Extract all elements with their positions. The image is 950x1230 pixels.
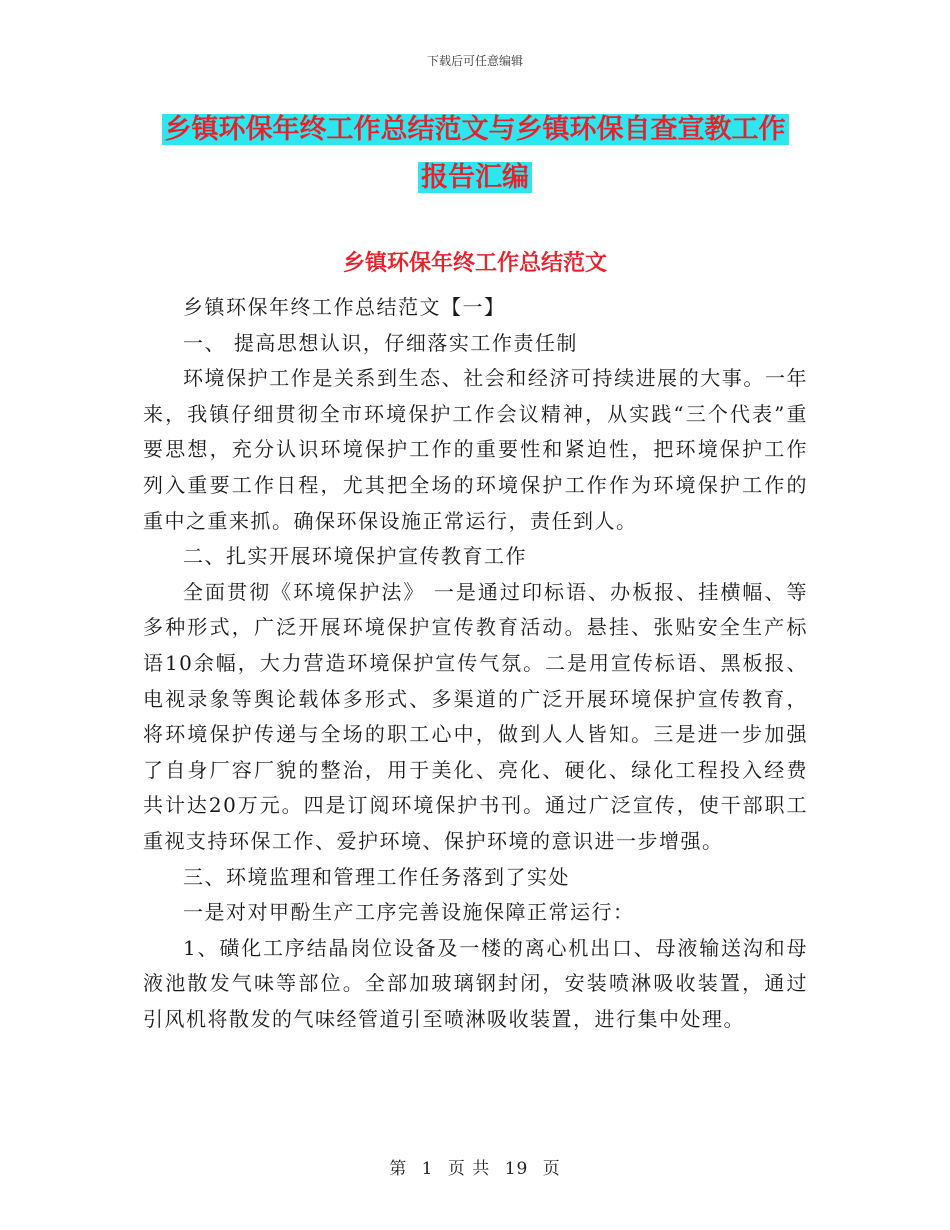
footer-prefix: 第 — [389, 1159, 408, 1179]
document-title-line2: 报告汇编 — [418, 162, 532, 193]
paragraph-body-3: 一是对对甲酚生产工序完善设施保障正常运行： — [183, 900, 635, 925]
footer-page-number: 1 — [421, 1159, 434, 1179]
paragraph-heading-2: 二、扎实开展环境保护宣传教育工作 — [183, 544, 527, 569]
section-title: 乡镇环保年终工作总结范文 — [342, 251, 607, 276]
paragraph-heading-3: 三、环境监理和管理工作任务落到了实处 — [183, 864, 570, 889]
footer-suffix: 页 — [542, 1159, 561, 1179]
page-header-note: 下载后可任意编辑 — [426, 54, 523, 68]
document-title-line1: 乡镇环保年终工作总结范文与乡镇环保自查宣教工作 — [162, 114, 789, 145]
footer-middle: 页 共 — [447, 1159, 491, 1179]
document-body — [143, 290, 808, 1037]
paragraph-body-1: 环境保护工作是关系到生态、社会和经济可持续进展的大事。一年来，我镇仔细贯彻全市环境保护工作会议精神，从实践“三个代表”重要思想，充分认识环境保护工作的重要性和紧迫性，把环境保护工作列入重要工作日程，尤其把全场的环境保护工作作为环境保护工作的重中之重来抓。确保环保设施正常运行，责任到人。 — [143, 366, 808, 533]
paragraph-subtitle: 乡镇环保年终工作总结范文【一】 — [183, 295, 506, 319]
footer-total-pages: 19 — [504, 1159, 529, 1179]
page-footer — [0, 1154, 950, 1179]
document-title — [0, 106, 950, 202]
paragraph-body-4: 1、磺化工序结晶岗位设备及一楼的离心机出口、母液输送沟和母液池散发气味等部位。全部加玻璃钢封闭，安装喷淋吸收装置，通过引风机将散发的气味经管道引至喷淋吸收装置，进行集中处理。 — [143, 935, 808, 1031]
paragraph-body-2: 全面贯彻《环境保护法》 一是通过印标语、办板报、挂横幅、等多种形式，广泛开展环境保护宣传教育活动。悬挂、张贴安全生产标语10余幅，大力营造环境保护宣传气氛。二是用宣传标语、黑板报、电视录象等舆论载体多形式、多渠道的广泛开展环境保护宣传教育，将环境保护传递与全场的职工心中，做到人人皆知。三是进一步加强了自身厂容厂貌的整治，用于美化、亮化、硬化、绿化工程投入经费共计达20万元。四是订阅环境保护书刊。通过广泛宣传，使干部职工重视支持环保工作、爱护环境、保护环境的意识进一步增强。 — [143, 579, 808, 853]
paragraph-heading-1: 一、 提高思想认识，仔细落实工作责任制 — [183, 330, 578, 355]
